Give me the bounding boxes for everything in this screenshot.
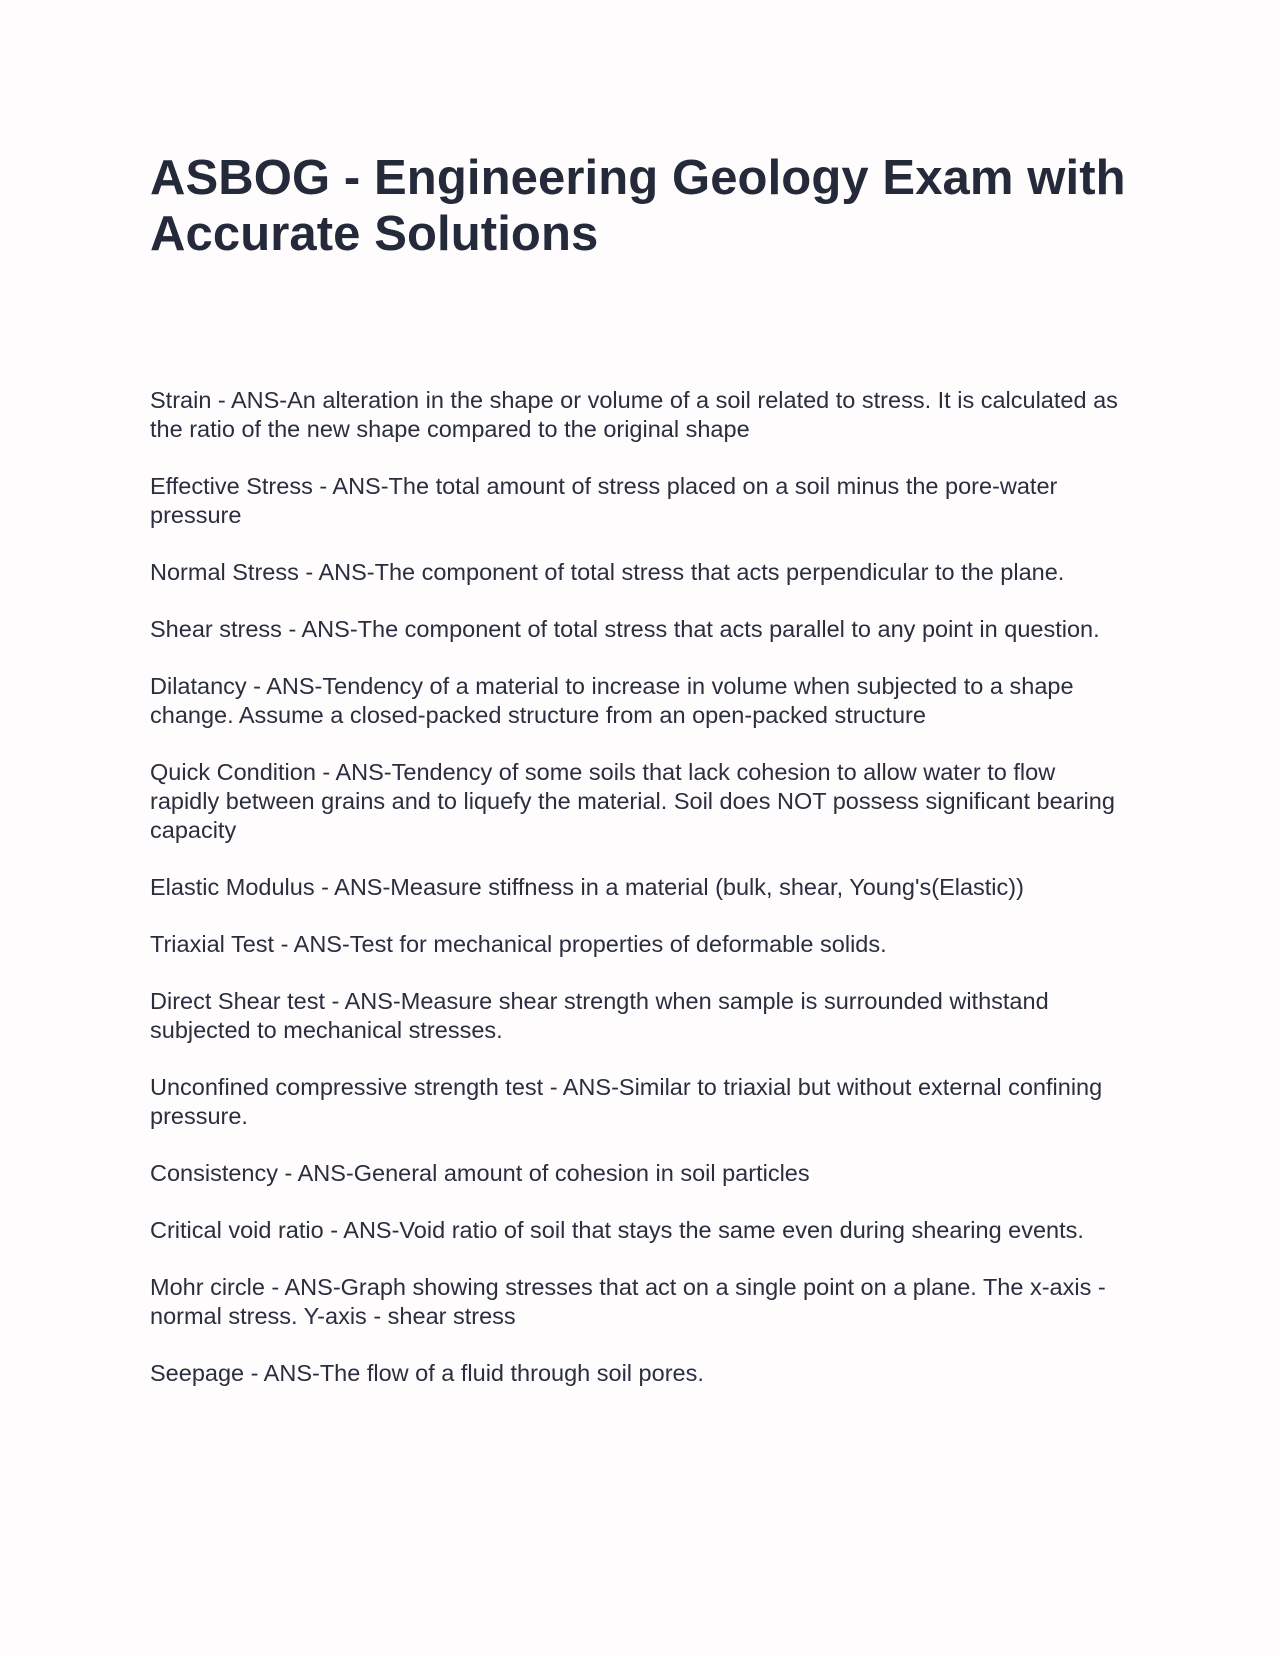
qa-entry: Strain - ANS-An alteration in the shape or volume of a soil related to stress. It is calculated as the ratio of the new shape compared to the original shape [150, 387, 1118, 442]
qa-entry: Triaxial Test - ANS-Test for mechanical properties of deformable solids. [150, 931, 887, 957]
qa-entry: Unconfined compressive strength test - ANS-Similar to triaxial but without external confining pressure. [150, 1074, 1103, 1129]
qa-entry: Effective Stress - ANS-The total amount of stress placed on a soil minus the pore-water pressure [150, 473, 1058, 528]
document-page [150, 150, 1130, 1416]
qa-entry: Quick Condition - ANS-Tendency of some soils that lack cohesion to allow water to flow rapidly between grains and to liquefy the material. Soil does NOT possess significant bearing capacity [150, 759, 1115, 843]
qa-entry: Mohr circle - ANS-Graph showing stresses that act on a single point on a plane. The x-axis - normal stress. Y-axis - shear stress [150, 1274, 1106, 1329]
document-title: ASBOG - Engineering Geology Exam with Accurate Solutions [150, 151, 1126, 261]
qa-entry: Elastic Modulus - ANS-Measure stiffness in a material (bulk, shear, Young's(Elastic)) [150, 874, 1024, 900]
qa-entry: Shear stress - ANS-The component of total stress that acts parallel to any point in question. [150, 616, 1100, 642]
qa-list [150, 386, 1130, 1388]
qa-entry: Direct Shear test - ANS-Measure shear strength when sample is surrounded withstand subjected to mechanical stresses. [150, 988, 1049, 1043]
qa-entry: Seepage - ANS-The flow of a fluid through soil pores. [150, 1360, 704, 1386]
qa-entry: Critical void ratio - ANS-Void ratio of soil that stays the same even during shearing events. [150, 1217, 1084, 1243]
qa-entry: Normal Stress - ANS-The component of total stress that acts perpendicular to the plane. [150, 559, 1065, 585]
qa-entry: Dilatancy - ANS-Tendency of a material to increase in volume when subjected to a shape change. Assume a closed-packed structure from an open-packed structure [150, 673, 1074, 728]
qa-entry: Consistency - ANS-General amount of cohesion in soil particles [150, 1160, 810, 1186]
